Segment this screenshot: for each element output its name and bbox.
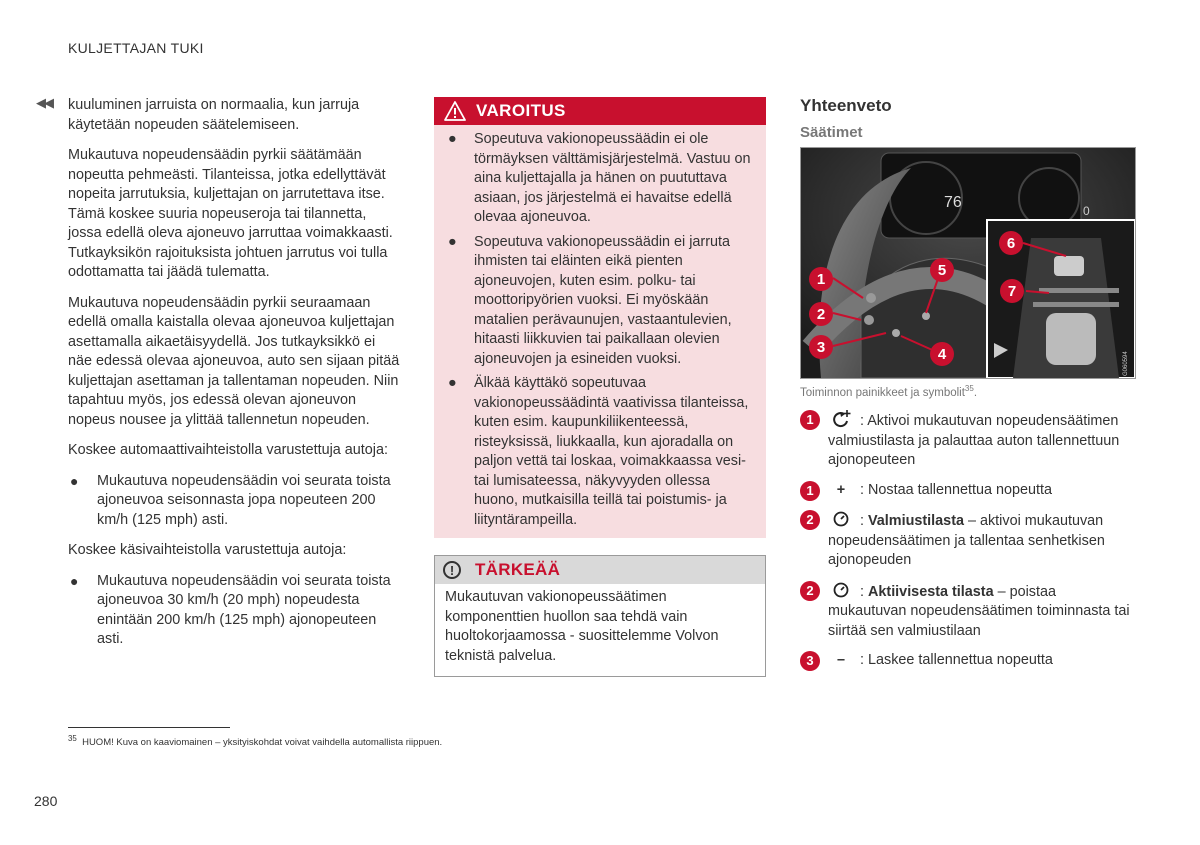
warning-triangle-icon [444, 101, 466, 121]
controls-subtitle: Säätimet [800, 124, 863, 141]
footnote-divider [68, 727, 230, 728]
list-item [68, 472, 401, 531]
figure-caption: Toiminnon painikkeet ja symbolit$^{35}$. [800, 384, 978, 399]
warning-title: VAROITUS [476, 101, 566, 120]
list-item-text: Sopeutuva vakionopeussäädin ei ole törmäyksen välttämisjärjestelmä. Vastuu on aina kuljettajalla ja hänen on puututtava asiaan, jos järjestelmä ei havaitse edellä olevaa ajoneuvoa. [474, 131, 751, 225]
paragraph: Mukautuva nopeudensäädin pyrkii säätämään nopeutta pehmeästi. Tilanteissa, jotka edellyttävät nopeita jarrutuksia, kuljettajan on jarrutettava itse. Tämä koskee suuria nopeuseroja tai tilannetta, jossa edellä oleva ajoneuvo jarruttaa voimakkaasti. Tutkayksikön rajoituksista johtuen jarrutus voi tulla odottamatta tai jäädä tulematta. [68, 147, 393, 280]
legend-text: – poistaa mukautuvan nopeudensäätimen toiminnasta tai siirtää sen valmiustilaan [828, 583, 1130, 639]
gauge-readout: 0 [1083, 204, 1090, 218]
callout-number: 1 [800, 481, 820, 501]
callout-number: 3 [800, 651, 820, 671]
controls-legend [800, 410, 1134, 681]
list-item-text: Mukautuva nopeudensäädin voi seurata toista ajoneuvoa seisonnasta jopa nopeuteen 200 km/h (125 mph) asti. [97, 472, 391, 528]
warning-box [434, 97, 766, 538]
callout-number: 2 [800, 581, 820, 601]
legend-text: : [860, 513, 868, 529]
bullet-icon: ● [70, 472, 79, 489]
resume-icon [830, 410, 852, 428]
speedometer-icon [830, 510, 852, 528]
important-header [435, 556, 765, 584]
list-item [446, 374, 754, 530]
legend-bold-text: Valmiustilasta [868, 513, 964, 529]
list-item [446, 233, 754, 370]
legend-text: : Aktivoi mukautuvan nopeudensäätimen valmiustilasta ja palauttaa auton tallennettuun ajonopeuteen [828, 413, 1120, 468]
legend-text: : Nostaa tallennettua nopeutta [860, 481, 1053, 498]
important-title: TÄRKEÄÄ [475, 560, 561, 579]
callout-label: 4 [937, 346, 947, 363]
image-code: G060594 [1123, 351, 1129, 376]
legend-item [800, 581, 1134, 642]
paragraph: Mukautuva nopeudensäädin pyrkii seuraamaan edellä omalla kaistalla olevaa ajoneuvoa kuljettajan asettamalla aikaetäisyydellä. Jos tutkayksikkö ei näe edessä olevaa ajoneuvoa, auto sen sijaan pitää kuljettajan asettaman ja tallentaman nopeuden. Niin tapahtuu myös, jos edessä olevan ajoneuvon nopeus nousee ja ylittää tallennetun nopeuden. [68, 294, 400, 428]
important-text: Mukautuvan vakionopeussäätimen komponenttien huollon saa tehdä vain huoltokorjaamossa - suosittelemme Volvon teknistä palvelua. [445, 589, 719, 664]
paragraph: Koskee käsivaihteistolla varustettuja autoja: [68, 542, 347, 558]
section-title: KULJETTAJAN TUKI [68, 40, 204, 56]
paragraph: kuuluminen jarruista on normaalia, kun jarruja käytetään nopeuden säätelemiseen. [68, 97, 360, 133]
list-item-text: Mukautuva nopeudensäädin voi seurata toista ajoneuvoa 30 km/h (20 mph) nopeudesta enintään 200 km/h (125 mph) ajonopeuteen asti. [97, 572, 391, 647]
callout-label: 5 [937, 262, 947, 279]
callout-label: 3 [816, 339, 826, 356]
legend-item [800, 481, 1134, 501]
speed-readout: 76 [944, 194, 962, 211]
summary-title: Yhteenveto [800, 96, 892, 115]
footnote-text: HUOM! Kuva on kaaviomainen – yksityiskohdat voivat vaihdella automallista riippuen. [82, 737, 443, 749]
column-1 [68, 96, 401, 661]
page-number: 280 [34, 793, 58, 809]
controls-illustration [800, 147, 1136, 379]
legend-item [800, 410, 1134, 471]
legend-item [800, 651, 1134, 671]
list-item [68, 572, 401, 650]
exclamation-icon: ! [443, 561, 461, 579]
caption-text: Toiminnon painikkeet ja symbolit [800, 386, 965, 399]
warning-header [434, 97, 766, 125]
footnote-number: 35 [68, 734, 77, 743]
list-item-text: Sopeutuva vakionopeussäädin ei jarruta ihmisten tai eläinten eikä pienten ajoneuvojen, kuten esim. polku- tai moottoripyörien vuoksi. Ei myöskään matalien perävaunujen, vastaantulevien, hitaasti liikkuvien tai paikallaan olevien ajoneuvojen ja esineiden vuoksi. [474, 233, 732, 367]
bullet-icon: ● [448, 131, 457, 147]
bullet-icon: ● [448, 375, 457, 391]
callout-label: 6 [1006, 235, 1016, 252]
callout-label: 7 [1007, 283, 1017, 300]
bullet-icon: ● [448, 233, 457, 250]
legend-bold-text: Aktiivisesta tilasta [868, 583, 994, 600]
callout-label: 2 [816, 306, 826, 323]
list-item-text: Älkää käyttäkö sopeutuvaa vakionopeussäädintä vaativissa tilanteissa, kuten esim. kaupunkiliikenteessä, risteyksissä, liukkaalla, kun ajoradalla on paljon vettä tai loskaa, voimakkaassa vesi- tai lumisateessa, näkyvyyden ollessa huono, mutkaisilla teillä tai poistumis- ja liityntärampeilla. [474, 375, 749, 528]
callout-number: 2 [800, 510, 820, 530]
plus-icon: + [836, 481, 846, 498]
speedometer-icon [830, 581, 852, 599]
legend-text: : [860, 583, 868, 600]
important-box [434, 555, 766, 677]
legend-text: – aktivoi mukautuvan nopeudensäätimen ja tallentaa senhetkisen ajonopeuden [828, 513, 1105, 568]
callout-label: 1 [816, 271, 826, 288]
legend-item [800, 510, 1134, 571]
footnote-ref: 35 [964, 384, 974, 393]
paragraph: Koskee automaattivaihteistolla varustettuja autoja: [68, 442, 388, 458]
callout-number: 1 [800, 410, 820, 430]
legend-text: : Laskee tallennettua nopeutta [860, 652, 1053, 668]
footnote [68, 734, 442, 748]
list-item [446, 130, 754, 228]
bullet-icon: ● [70, 572, 79, 589]
minus-icon: – [836, 652, 845, 668]
continuation-icon: ◀◀ [36, 95, 52, 110]
steering-wheel-illustration [801, 148, 1135, 378]
